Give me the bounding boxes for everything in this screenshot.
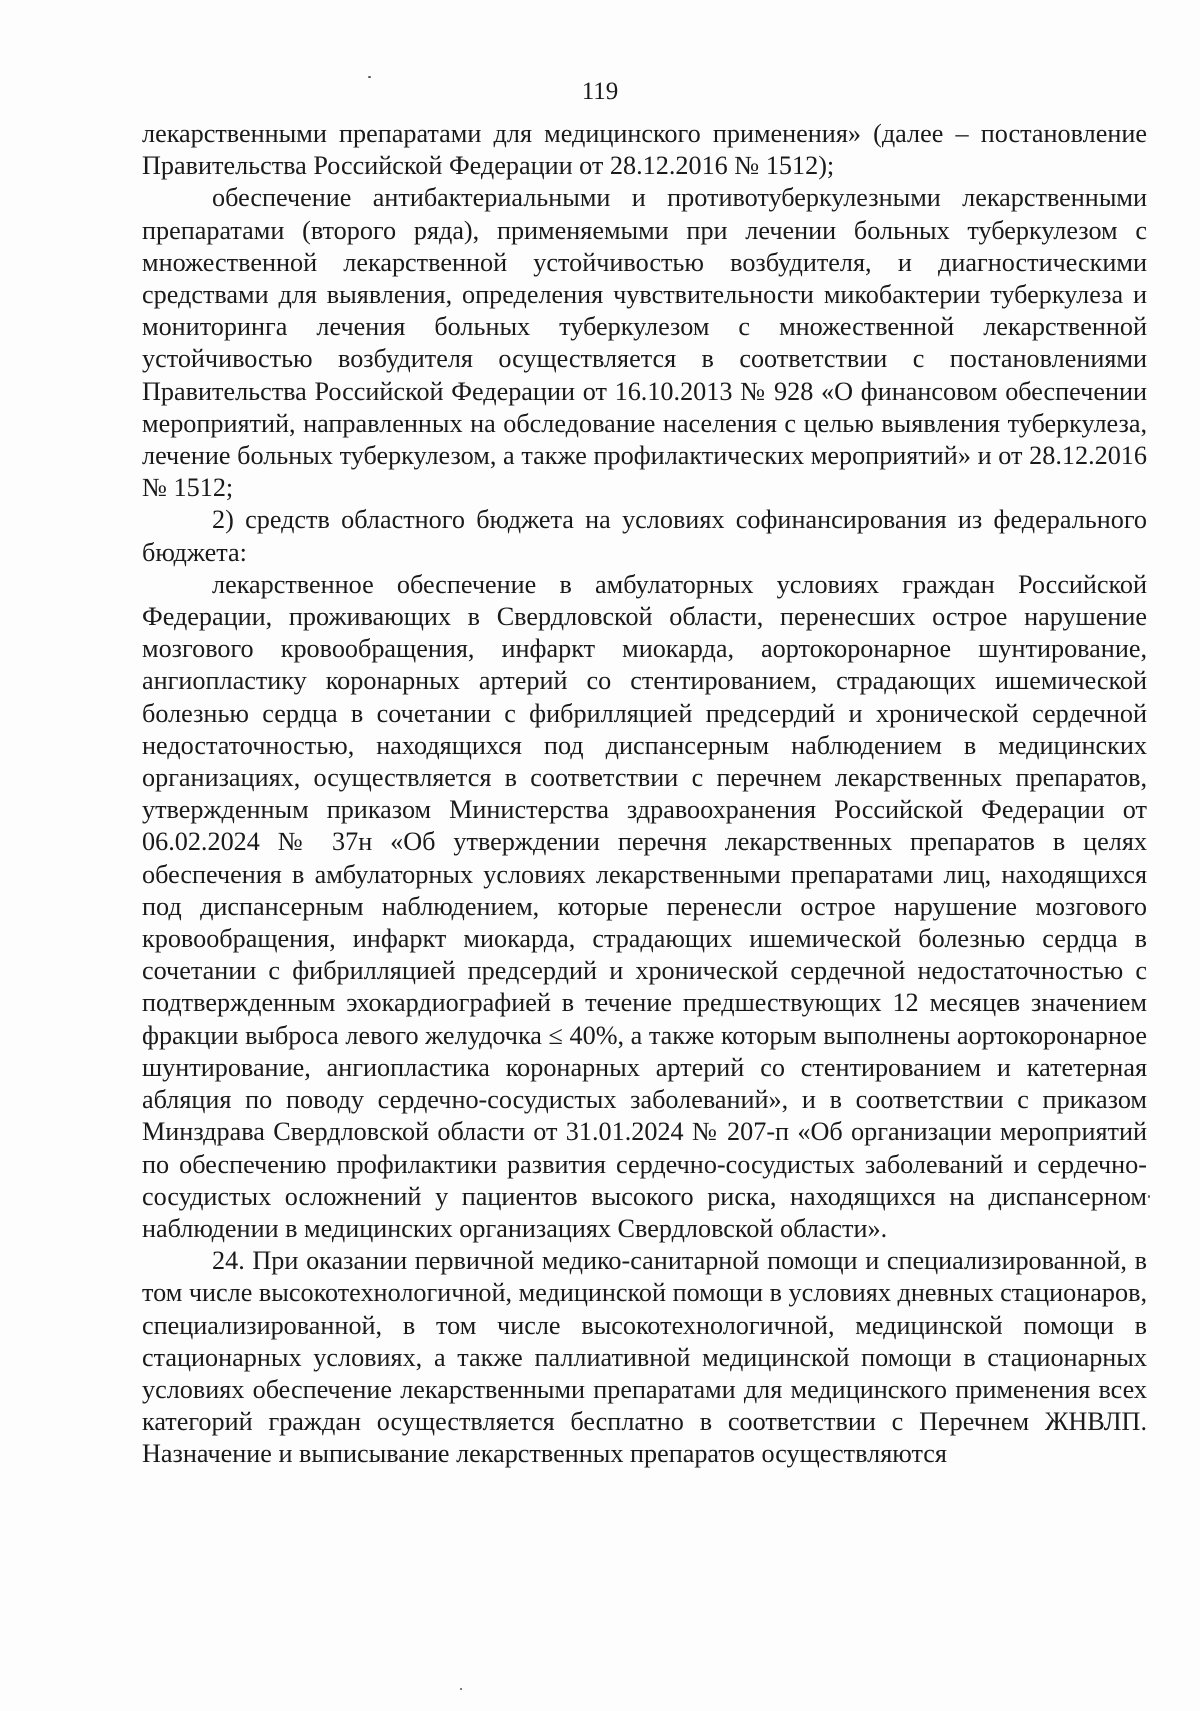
page-number: 119: [581, 78, 619, 105]
paragraph-tuberculosis-drugs: обеспечение антибактериальными и противотуберкулезными лекарственными препаратами (второго ряда), применяемыми при лечении больных туберкулезом с множественной лекарственной устойчивостью возбудителя, и диагностическими средствами для выявления, определения чувствительности микобактерии туберкулеза и мониторинга лечения больных туберкулезом с множественной лекарственной устойчивостью возбудителя осуществляется в соответствии с постановлениями Правительства Российской Федерации от 16.10.2013 № 928 «О финансовом обеспечении мероприятий, направленных на обследование населения с целью выявления туберкулеза, лечение больных туберкулезом, а также профилактических мероприятий» и от 28.12.2016 № 1512;: [142, 183, 1147, 503]
paragraph-item-24: 24. При оказании первичной медико-санитарной помощи и специализированной, в том числе высокотехнологичной, медицинской помощи в условиях дневных стационаров, специализированной, в том числе высокотехнологичной, медицинской помощи в стационарных условиях, а также паллиативной медицинской помощи в стационарных условиях обеспечение лекарственными препаратами для медицинского применения всех категорий граждан осуществляется бесплатно в соответствии с Перечнем ЖНВЛП. Назначение и выписывание лекарственных препаратов осуществляются: [142, 1246, 1147, 1469]
paragraph-continuation: лекарственными препаратами для медицинского применения» (далее – постановление Правительства Российской Федерации от 28.12.2016 № 1512);: [142, 119, 1147, 181]
paragraph-cardio-drugs: лекарственное обеспечение в амбулаторных условиях граждан Российской Федерации, проживающих в Свердловской области, перенесших острое нарушение мозгового кровообращения, инфаркт миокарда, аортокоронарное шунтирование, ангиопластику коронарных артерий со стентированием, страдающих ишемической болезнью сердца в сочетании с фибрилляцией предсердий и хронической сердечной недостаточностью, находящихся под диспансерным наблюдением в медицинских организациях, осуществляется в соответствии с перечнем лекарственных препаратов, утвержденным приказом Министерства здравоохранения Российской Федерации от 06.02.2024 № 37н «Об утверждении перечня лекарственных препаратов в целях обеспечения в амбулаторных условиях лекарственными препаратами лиц, находящихся под диспансерным наблюдением, которые перенесли острое нарушение мозгового кровообращения, инфаркт миокарда, страдающих ишемической болезнью сердца в сочетании с фибрилляцией предсердий и хронической сердечной недостаточностью с подтвержденным эхокардиографией в течение предшествующих 12 месяцев значением фракции выброса левого желудочка ≤ 40%, а также которым выполнены аортокоронарное шунтирование, ангиопластика коронарных артерий со стентированием и катетерная абляция по поводу сердечно-сосудистых заболеваний», и в соответствии с приказом Минздрава Свердловской области от 31.01.2024 № 207-п «Об организации мероприятий по обеспечению профилактики развития сердечно-сосудистых заболеваний и сердечно-сосудистых осложнений у пациентов высокого риска, находящихся на диспансерном наблюдении в медицинских организациях Свердловской области».: [142, 569, 1147, 1243]
document-body: [142, 118, 1147, 1471]
paragraph-regional-budget: 2) средств областного бюджета на условиях софинансирования из федерального бюджета:: [142, 505, 1147, 567]
